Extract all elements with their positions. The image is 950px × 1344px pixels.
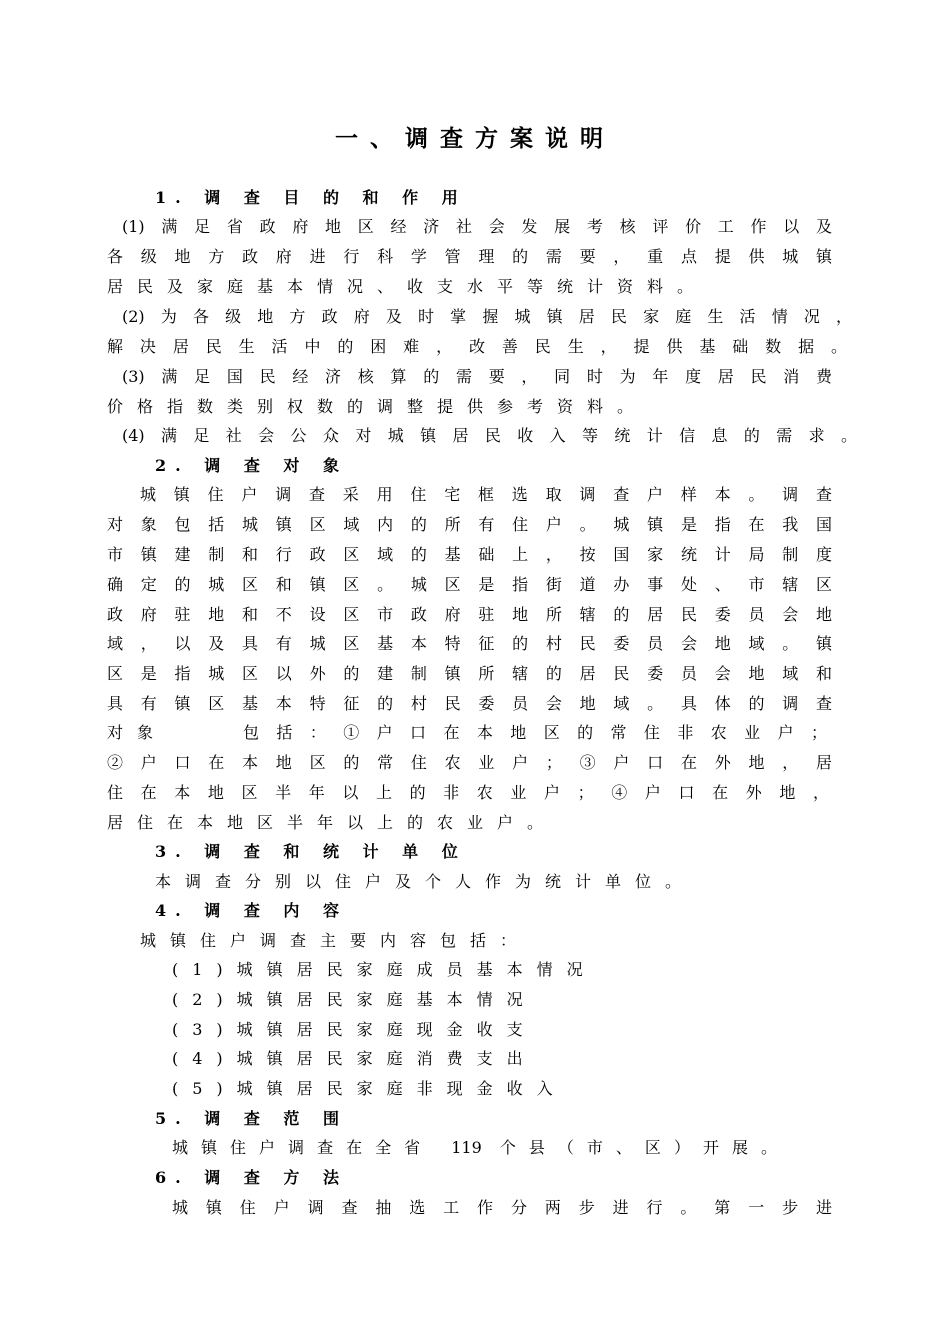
page-title: 一、调查方案说明	[335, 125, 615, 152]
paragraph-line: 对象	[107, 723, 168, 742]
section-4-heading: 4. 调 查 内 容	[155, 901, 348, 920]
paragraph-line: 居住在本地区半年以上的农业户。	[107, 813, 558, 832]
paragraph-line: 城镇住户调查抽选工作分两步进行。第一步进	[172, 1198, 832, 1217]
paragraph-line: 各级地方政府进行科学管理的需要，重点提供城镇	[107, 247, 832, 266]
paragraph-line: 住在本地区半年以上的非农业户；④户口在外地，	[107, 783, 829, 802]
paragraph-line: 确定的城区和镇区。城区是指街道办事处、市辖区	[107, 575, 832, 594]
paragraph-line: 政府驻地和不设区市政府驻地所辖的居民委员会地	[107, 605, 832, 624]
paragraph-line: 解决居民生活中的困难，改善民生，提供基础数据。	[107, 337, 847, 356]
paragraph-line: 对象包括城镇区域内的所有住户。城镇是指在我国	[107, 515, 832, 534]
paragraph-line: 城镇住户调查采用住宅框选取调查户样本。调查	[140, 485, 832, 504]
list-item: (2)城镇居民家庭基本情况	[172, 990, 537, 1009]
paragraph-line: 市镇建制和行政区域的基础上，按国家统计局制度	[107, 545, 832, 564]
list-item: (3)城镇居民家庭现金收支	[172, 1020, 537, 1039]
paragraph-line: 价格指数类别权数的调整提供参考资料。	[107, 397, 648, 416]
paragraph-line: 城镇住户调查在全省 119 个县（市、区）开展。	[172, 1138, 777, 1157]
paragraph-line: 区是指城区以外的建制镇所辖的居民委员会地域和	[107, 664, 832, 683]
paragraph-line: (3)满足国民经济核算的需要，同时为年度居民消费	[122, 367, 832, 386]
paragraph-line: (2)为各级地方政府及时掌握城镇居民家庭生活情况，	[122, 307, 852, 326]
paragraph-line: 本调查分别以住户及个人作为统计单位。	[155, 872, 696, 891]
paragraph-line: 具有镇区基本特征的村民委员会地域。具体的调查	[107, 694, 832, 713]
list-item: (4)城镇居民家庭消费支出	[172, 1049, 537, 1068]
section-1-heading: 1. 调 查 目 的 和 作 用	[155, 188, 467, 207]
section-5-heading: 5. 调 查 范 围	[155, 1109, 348, 1128]
list-item: (5)城镇居民家庭非现金收入	[172, 1079, 567, 1098]
paragraph-line: ②户口在本地区的常住农业户；③户口在外地，居	[107, 753, 832, 772]
list-item: (1)城镇居民家庭成员基本情况	[172, 960, 597, 979]
paragraph-line: (4)满足社会公众对城镇居民收入等统计信息的需求。	[122, 426, 857, 445]
paragraph-line: 包括：①户口在本地区的常住非农业户；	[243, 723, 827, 742]
paragraph-line: (1)满足省政府地区经济社会发展考核评价工作以及	[122, 217, 832, 236]
section-2-heading: 2. 调 查 对 象	[155, 456, 348, 475]
paragraph-line: 居民及家庭基本情况、收支水平等统计资料。	[107, 277, 708, 296]
section-6-heading: 6. 调 查 方 法	[155, 1168, 348, 1187]
paragraph-line: 域，以及具有城区基本特征的村民委员会地域。镇	[107, 634, 832, 653]
section-3-heading: 3. 调 查 和 统 计 单 位	[155, 842, 467, 861]
paragraph-line: 城镇住户调查主要内容包括：	[140, 931, 531, 950]
